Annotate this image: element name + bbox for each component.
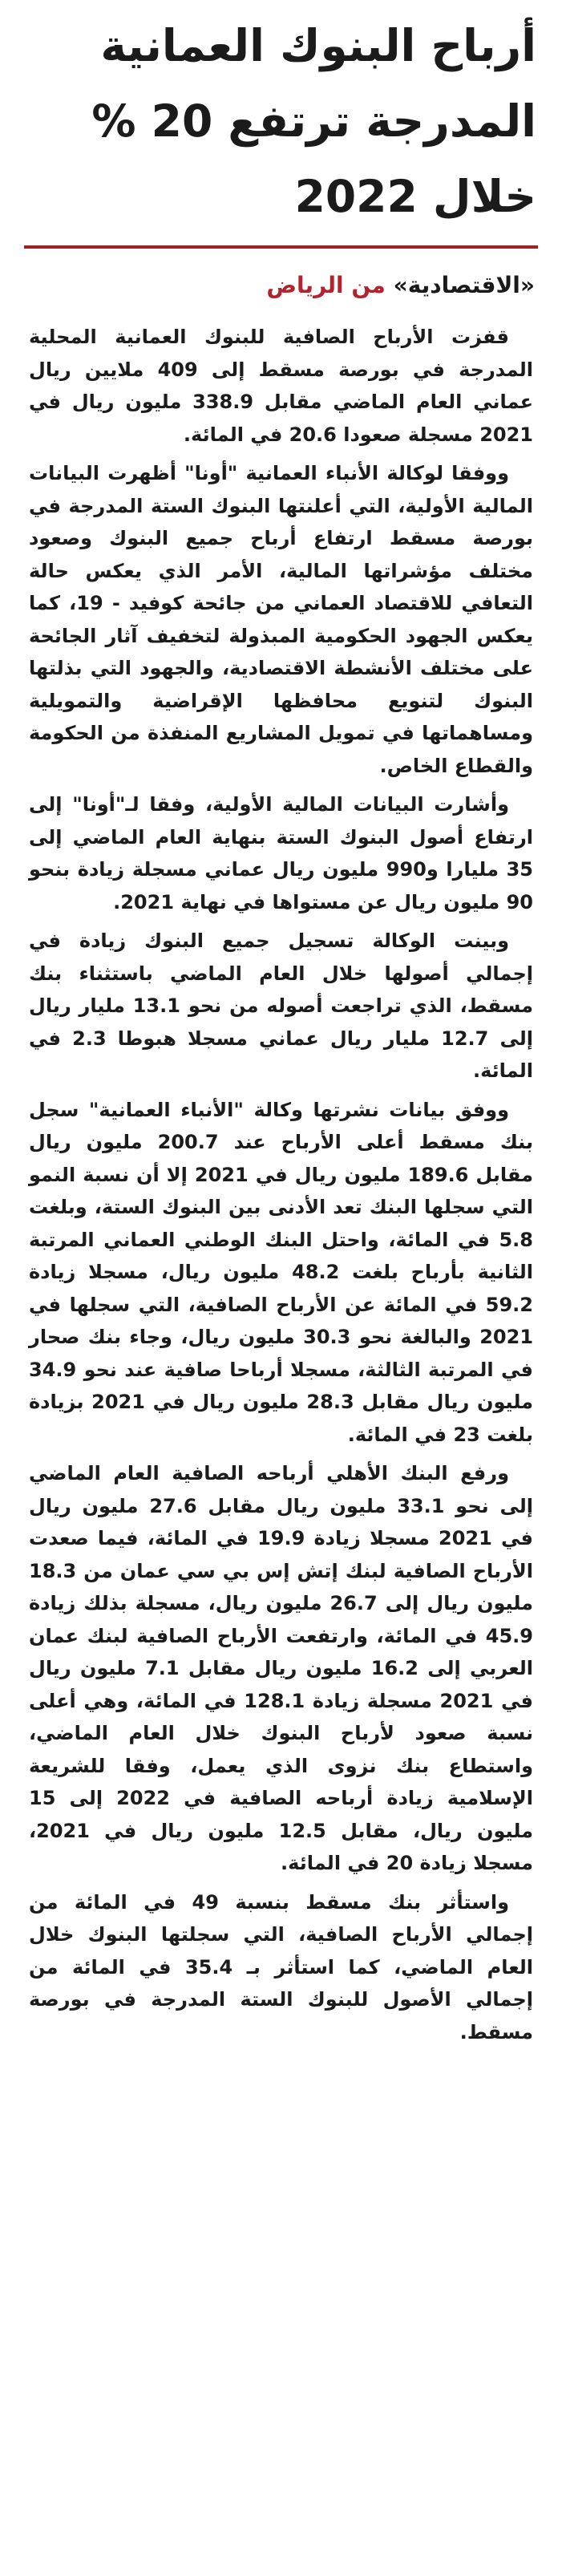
article-headline: أرباح البنوك العمانية المدرجة ترتفع 20 % خلال 2022 (91, 20, 536, 222)
article-paragraph: قفزت الأرباح الصافية للبنوك العمانية المحلية المدرجة في بورصة مسقط إلى 409 ملايين ريال عماني العام الماضي مقابل 338.9 مليون ريال في 2021 مسجلة صعودا 20.6 في المائة. (29, 326, 533, 446)
article-paragraph: وبينت الوكالة تسجيل جميع البنوك زيادة في إجمالي أصولها خلال العام الماضي باستثناء بنك مسقط، الذي تراجعت أصوله من نحو 13.1 مليار ريال إلى 12.7 مليار ريال عماني مسجلا هبوطا 2.3 في المائة. (29, 930, 533, 1082)
byline-city: من الرياض (266, 272, 386, 298)
headline-divider (24, 245, 538, 249)
article-paragraph: ورفع البنك الأهلي أرباحه الصافية العام الماضي إلى نحو 33.1 مليون ريال مقابل 27.6 مليون ريال في 2021 مسجلا زيادة 19.9 في المائة، فيما صعدت الأرباح الصافية لبنك إتش إس بي سي عمان من 18.3 مليون ريال إلى 26.7 مليون ريال، مسجلة بذلك زيادة 45.9 في المائة، وارتفعت الأرباح الصافية لبنك عمان العربي إلى 16.2 مليون ريال مقابل 7.1 مليون ريال في 2021 مسجلة زيادة 128.1 في المائة، وهي أعلى نسبة صعود لأرباح البنوك خلال العام الماضي، واستطاع بنك نزوى الذي يعمل، وفقا للشريعة الإسلامية زيادة أرباحه الصافية في 2022 إلى 15 مليون ريال، مقابل 12.5 مليون ريال في 2021، مسجلا زيادة 20 في المائة. (29, 1462, 534, 1874)
article-paragraph: ووفقا لوكالة الأنباء العمانية "أونا" أظهرت البيانات المالية الأولية، التي أعلنتها البنوك الستة المدرجة في بورصة مسقط ارتفاع أرباح جميع البنوك وصعود مختلف مؤشراتها المالية، الأمر الذي يعكس حالة التعافي للاقتصاد العماني من جائحة كوفيد - 19، كما يعكس الجهود الحكومية المبذولة لتخفيف آثار الجائحة على مختلف الأنشطة الاقتصادية، والجهود التي بذلتها البنوك لتنويع محافظها الإقراضية والتمويلية ومساهماتها في تمويل المشاريع المنفذة من الحكومة والقطاع الخاص. (29, 462, 533, 777)
article-body (24, 321, 538, 2048)
byline (24, 269, 538, 302)
byline-source: «الاقتصادية» (385, 272, 535, 298)
article-paragraph: ووفق بيانات نشرتها وكالة "الأنباء العمانية" سجل بنك مسقط أعلى الأرباح عند 200.7 مليون ريال مقابل 189.6 مليون ريال في 2021 إلا أن نسبة النمو التي سجلها البنك تعد الأدنى بين البنوك الستة، وبلغت 5.8 في المائة، واحتل البنك الوطني العماني المرتبة الثانية بأرباح بلغت 48.2 مليون ريال، مسجلا زيادة 59.2 في المائة عن الأرباح الصافية، التي سجلها في 2021 والبالغة نحو 30.3 مليون ريال، وجاء بنك صحار في المرتبة الثالثة، مسجلا أرباحا صافية عند نحو 34.9 مليون ريال مقابل 28.3 مليون ريال في 2021 بزيادة بلغت 23 في المائة. (29, 1098, 534, 1446)
article-paragraph: وأشارت البيانات المالية الأولية، وفقا لـ"أونا" إلى ارتفاع أصول البنوك الستة بنهاية العام الماضي إلى 35 مليارا و990 مليون ريال عماني مسجلة زيادة بنحو 90 مليون ريال عن مستواها في نهاية 2021. (29, 793, 533, 913)
article-paragraph: واستأثر بنك مسقط بنسبة 49 في المائة من إجمالي الأرباح الصافية، التي سجلتها البنوك خلال العام الماضي، كما استأثر بـ 35.4 في المائة من إجمالي الأصول للبنوك الستة المدرجة في بورصة مسقط. (29, 1890, 533, 2043)
